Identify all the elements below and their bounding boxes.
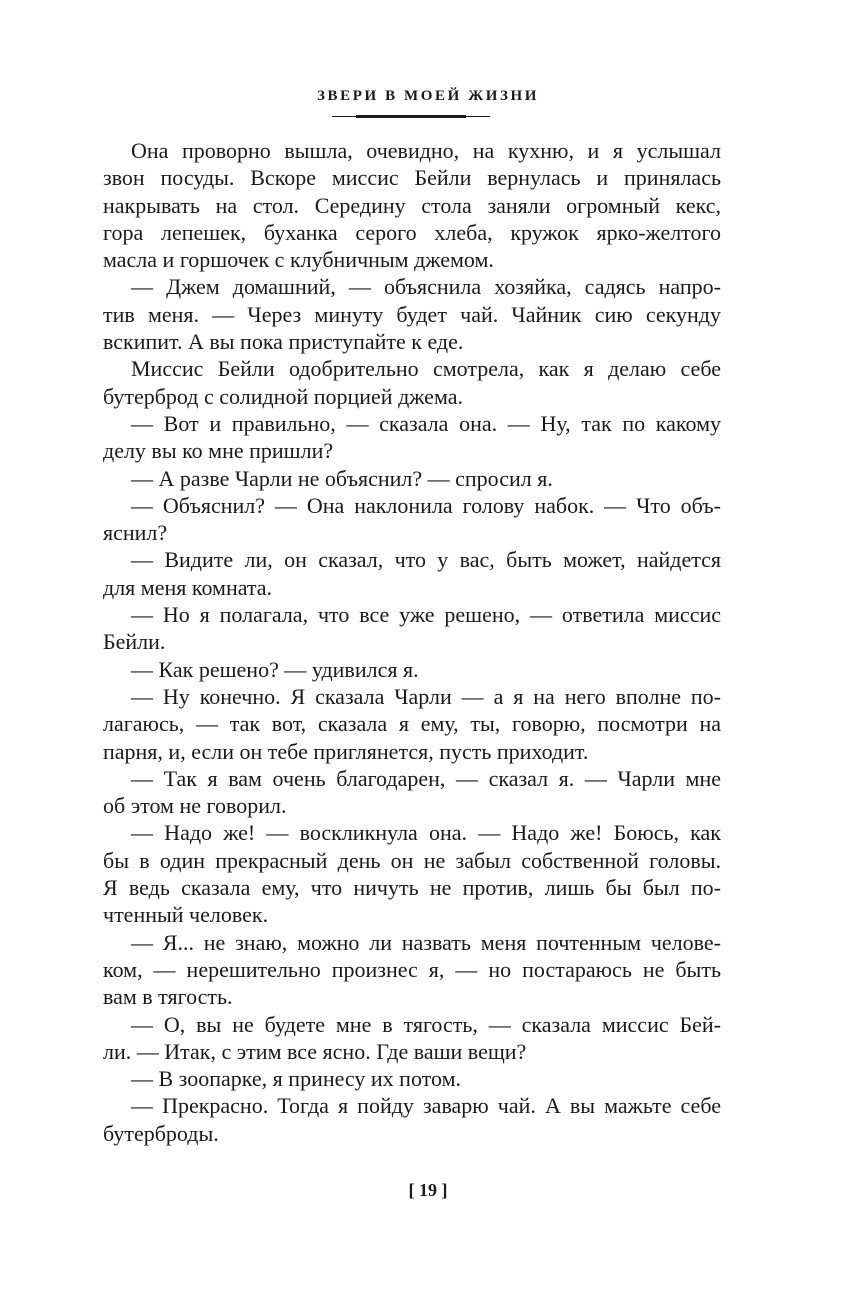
text-line: — Но я полагала, что все уже решено, — ответила миссис [131, 602, 721, 628]
text-line: лагаюсь, — так вот, сказала я ему, ты, говорю, посмотри на [103, 711, 721, 737]
text-line: — Вот и правильно, — сказала она. — Ну, так по какому [131, 410, 721, 436]
text-line: звон посуды. Вскоре миссис Бейли вернулась и принялась [103, 165, 721, 191]
text-line: тив меня. — Через минуту будет чай. Чайник сию секунду [103, 301, 721, 327]
text-line: чтенный человек. [103, 902, 269, 928]
text-line: — Объяснил? — Она наклонила голову набок. — Что объ- [131, 492, 721, 518]
text-line: яснил? [103, 520, 168, 546]
text-line: — Видите ли, он сказал, что у вас, быть может, найдется [131, 547, 721, 573]
text-line: делу вы ко мне пришли? [103, 438, 334, 464]
text-line: — Ну конечно. Я сказала Чарли — а я на него вполне по- [131, 683, 721, 709]
text-line: ком, — нерешительно произнес я, — но постараюсь не быть [103, 956, 721, 982]
header-rule-accent [356, 115, 466, 118]
text-line: накрывать на стол. Середину стола заняли огромный кекс, [103, 192, 721, 218]
text-line: — О, вы не будете мне в тягость, — сказала миссис Бей- [131, 1011, 721, 1037]
text-line: — Так я вам очень благодарен, — сказал я. — Чарли мне [131, 765, 721, 791]
page-number: [ 19 ] [408, 1180, 448, 1200]
running-head: ЗВЕРИ В МОЕЙ ЖИЗНИ [316, 88, 540, 104]
text-line: — Джем домашний, — объяснила хозяйка, садясь напро- [131, 274, 721, 300]
text-line: вскипит. А вы пока приступайте к еде. [103, 329, 464, 355]
text-line: — Надо же! — воскликнула она. — Надо же! Боюсь, как [131, 820, 721, 846]
text-line: гора лепешек, буханка серого хлеба, кружок ярко-желтого [103, 219, 721, 245]
text-line: — Как решено? — удивился я. [131, 656, 419, 682]
text-line: ли. — Итак, с этим все ясно. Где ваши вещи? [103, 1038, 527, 1064]
text-line: парня, и, если он тебе приглянется, пусть приходит. [103, 738, 589, 764]
text-line: Она проворно вышла, очевидно, на кухню, и я услышал [131, 138, 721, 163]
text-line: вам в тягость. [103, 984, 233, 1010]
text-line: Я ведь сказала ему, что ничуть не против, лишь бы был по- [103, 875, 721, 901]
text-line: масла и горшочек с клубничным джемом. [103, 247, 494, 273]
text-line: — В зоопарке, я принесу их потом. [131, 1066, 461, 1092]
text-line: Бейли. [103, 629, 166, 655]
text-line: бы в один прекрасный день он не забыл собственной головы. [103, 847, 721, 873]
text-line: для меня комната. [103, 574, 273, 600]
text-line: — А разве Чарли не объяснил? — спросил я. [131, 465, 553, 491]
text-line: бутерброды. [103, 1120, 219, 1146]
text-line: Миссис Бейли одобрительно смотрела, как я делаю себе [131, 356, 721, 382]
text-line: об этом не говорил. [103, 793, 287, 819]
text-line: бутерброд с солидной порцией джема. [103, 383, 463, 409]
text-line: — Прекрасно. Тогда я пойду заварю чай. А вы мажьте себе [131, 1093, 721, 1119]
body-text [103, 137, 721, 1147]
text-line: — Я... не знаю, можно ли назвать меня почтенным челове- [131, 929, 721, 955]
